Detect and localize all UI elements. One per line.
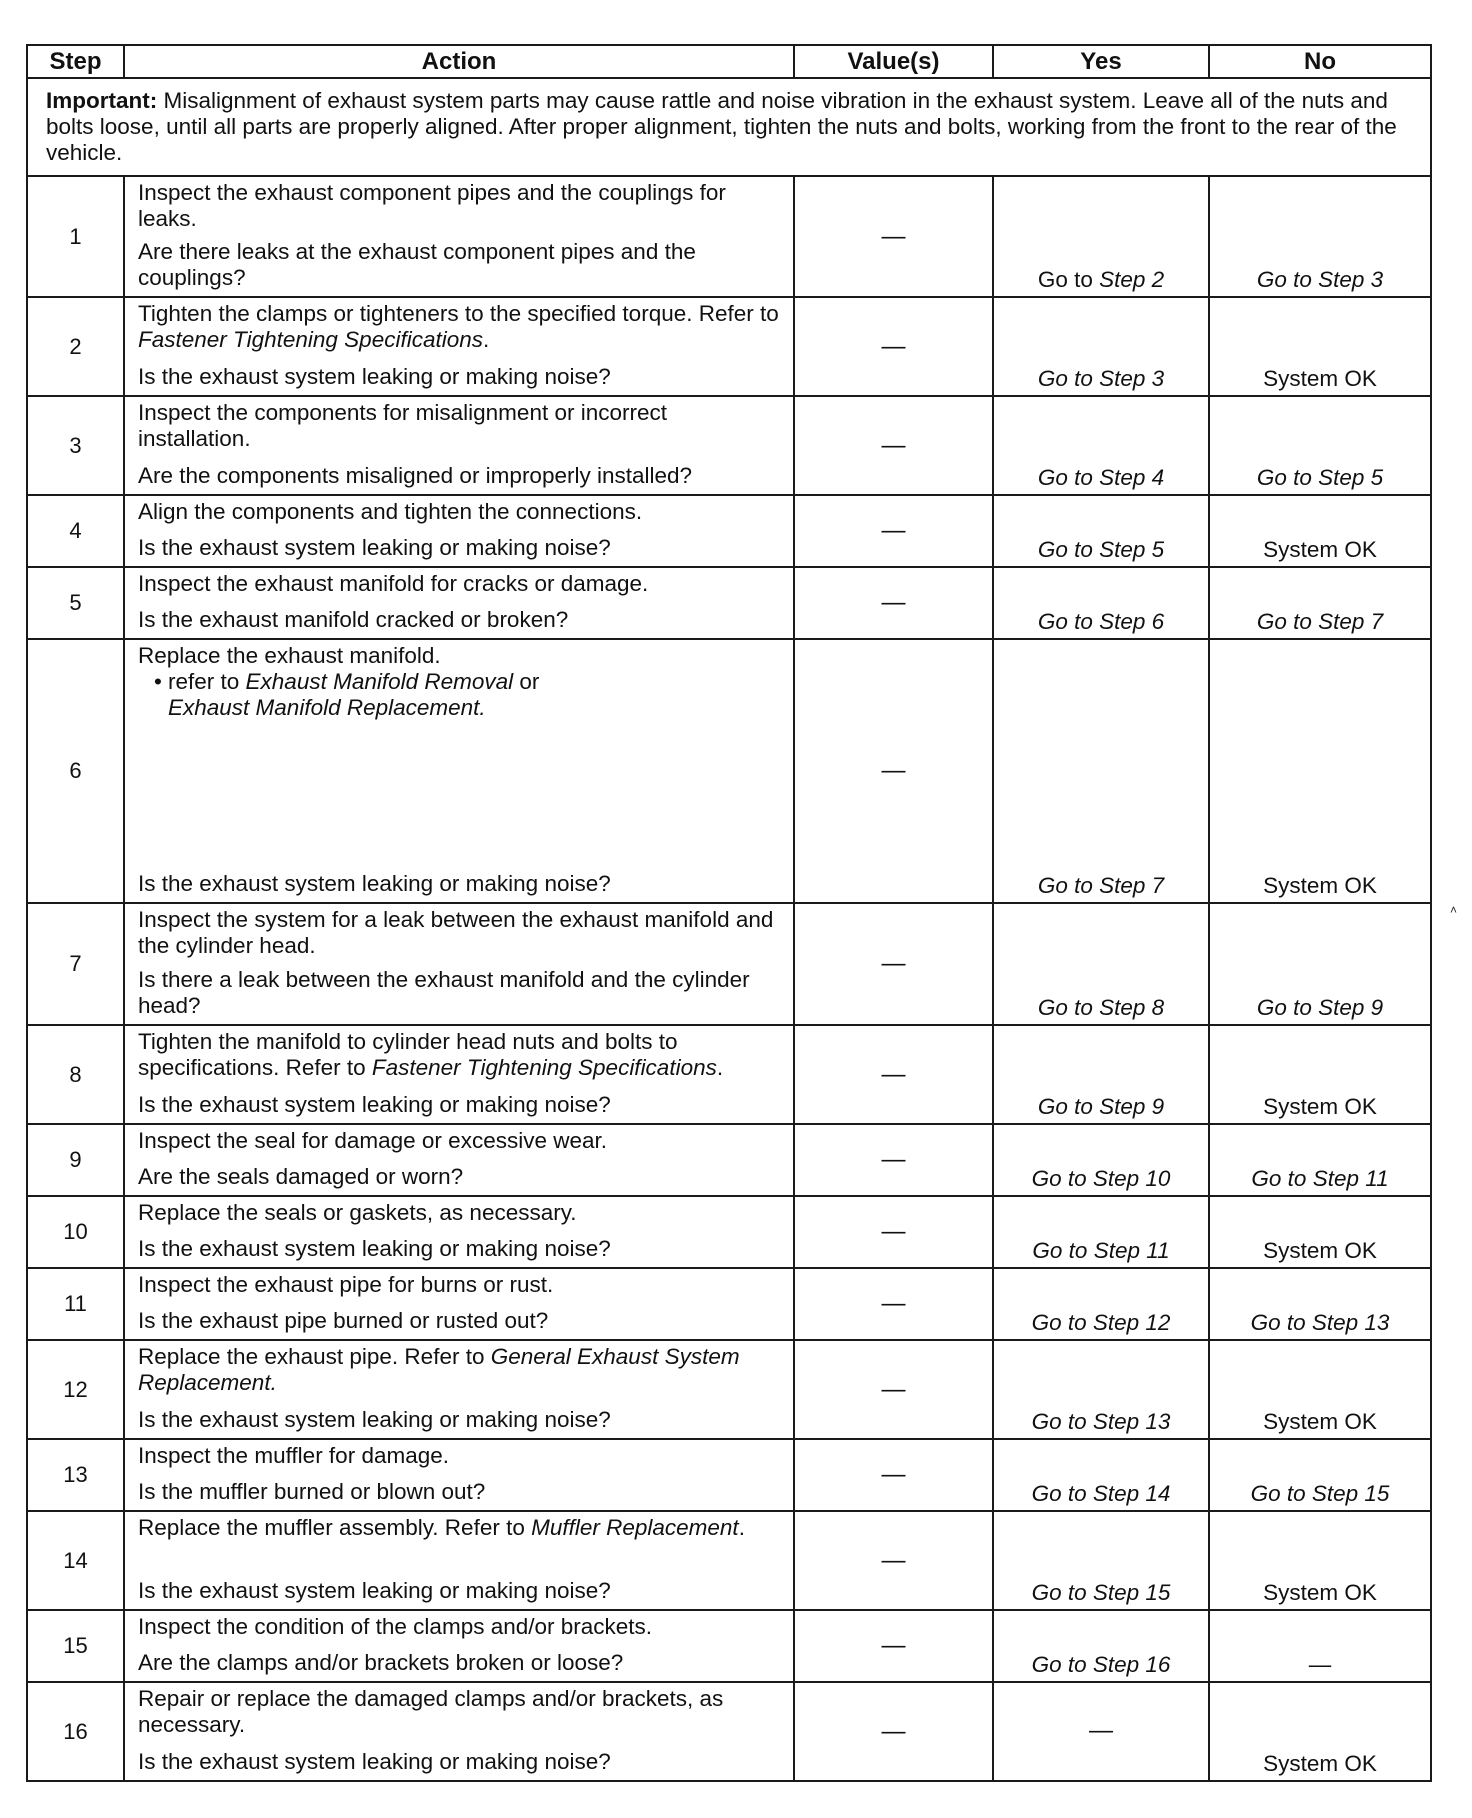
- step-number: 6: [27, 639, 124, 903]
- value-cell: —: [794, 567, 993, 639]
- yes-cell: [993, 1196, 1209, 1268]
- yes-goto: Go to Step 10: [1031, 1166, 1171, 1191]
- action-cell: [124, 1025, 794, 1124]
- no-cell: [1209, 495, 1431, 567]
- action-instruction: [138, 1128, 785, 1154]
- diagnostic-page: [26, 44, 1430, 1782]
- no-cell: [1209, 1439, 1431, 1511]
- action-instruction: [138, 1200, 785, 1226]
- action-question: Is the muffler burned or blown out?: [138, 1479, 486, 1504]
- action-reference: Fastener Tightening Specifications: [138, 327, 483, 352]
- action-text: Replace the exhaust pipe. Refer to: [138, 1344, 491, 1369]
- action-instruction: [138, 400, 785, 452]
- step-number: 12: [27, 1340, 124, 1439]
- yes-goto: Go to Step 7: [1037, 873, 1165, 898]
- yes-goto: Go to Step 14: [1031, 1481, 1171, 1506]
- yes-cell: [993, 1268, 1209, 1340]
- step-number: 1: [27, 176, 124, 297]
- no-goto: Go to Step 7: [1256, 609, 1384, 634]
- value-cell: —: [794, 176, 993, 297]
- value-cell: —: [794, 1268, 993, 1340]
- action-question: Are the clamps and/or brackets broken or loose?: [138, 1650, 624, 1675]
- action-reference: General Exhaust System Replacement.: [138, 1344, 740, 1395]
- no-text: System OK: [1263, 1094, 1377, 1119]
- table-row: [27, 567, 1431, 639]
- action-cell: [124, 1196, 794, 1268]
- no-text: System OK: [1263, 537, 1377, 562]
- value-cell: —: [794, 297, 993, 396]
- action-text: Replace the muffler assembly. Refer to: [138, 1515, 532, 1540]
- no-text: System OK: [1263, 366, 1377, 391]
- action-cell: [124, 1511, 794, 1610]
- action-instruction: [138, 907, 785, 959]
- no-text: System OK: [1263, 1751, 1377, 1776]
- no-goto: Go to Step 11: [1251, 1166, 1389, 1191]
- action-text: Inspect the system for a leak between the exhaust manifold and the cylinder head.: [138, 907, 774, 958]
- action-cell: [124, 567, 794, 639]
- no-text: System OK: [1263, 1409, 1377, 1434]
- action-text: Align the components and tighten the connections.: [138, 499, 643, 524]
- action-text-end: .: [483, 327, 490, 352]
- no-cell: [1209, 1196, 1431, 1268]
- table-row: [27, 1439, 1431, 1511]
- yes-cell: [993, 1610, 1209, 1682]
- value-cell: —: [794, 903, 993, 1025]
- no-cell: [1209, 1682, 1431, 1781]
- action-question: Is the exhaust pipe burned or rusted out?: [138, 1308, 549, 1333]
- yes-cell: [993, 1439, 1209, 1511]
- action-text: Tighten the clamps or tighteners to the specified torque. Refer to: [138, 301, 779, 326]
- action-question: Is the exhaust system leaking or making noise?: [138, 1092, 611, 1117]
- action-text: Inspect the exhaust manifold for cracks or damage.: [138, 571, 649, 596]
- value-cell: —: [794, 1124, 993, 1196]
- value-cell: —: [794, 1682, 993, 1781]
- step-number: 16: [27, 1682, 124, 1781]
- action-text: Inspect the seal for damage or excessive wear.: [138, 1128, 607, 1153]
- action-question: Is the exhaust system leaking or making noise?: [138, 364, 611, 389]
- action-cell: [124, 1340, 794, 1439]
- header-step: Step: [27, 45, 124, 78]
- action-instruction: [138, 643, 785, 669]
- yes-goto: Go to Step 4: [1037, 465, 1165, 490]
- value-cell: —: [794, 1196, 993, 1268]
- no-cell: [1209, 639, 1431, 903]
- yes-text: —: [1089, 1716, 1113, 1744]
- value-cell: —: [794, 1511, 993, 1610]
- no-cell: [1209, 1268, 1431, 1340]
- action-instruction: [138, 499, 785, 525]
- action-text: Inspect the exhaust component pipes and the couplings for leaks.: [138, 180, 726, 231]
- no-goto: Go to Step 15: [1250, 1481, 1390, 1506]
- bullet-text: refer to: [168, 669, 246, 694]
- value-cell: —: [794, 396, 993, 495]
- action-cell: [124, 639, 794, 903]
- action-instruction: [138, 1029, 785, 1081]
- yes-cell: [993, 639, 1209, 903]
- yes-cell: [993, 297, 1209, 396]
- step-number: 10: [27, 1196, 124, 1268]
- header-yes: Yes: [993, 45, 1209, 78]
- yes-goto: Step 2: [1099, 267, 1165, 292]
- table-row: [27, 1511, 1431, 1610]
- table-row: [27, 1340, 1431, 1439]
- action-cell: [124, 1610, 794, 1682]
- action-text: Replace the exhaust manifold.: [138, 643, 441, 668]
- action-question: Is there a leak between the exhaust manifold and the cylinder head?: [138, 967, 750, 1018]
- yes-goto: Go to Step 13: [1031, 1409, 1171, 1434]
- action-instruction: [138, 571, 785, 597]
- action-question: Are the components misaligned or improperly installed?: [138, 463, 693, 488]
- step-number: 7: [27, 903, 124, 1025]
- no-cell: [1209, 903, 1431, 1025]
- yes-cell: [993, 396, 1209, 495]
- yes-text: Go to: [1037, 267, 1100, 292]
- action-instruction: [138, 180, 785, 232]
- action-cell: [124, 1268, 794, 1340]
- action-text-end: .: [716, 1055, 724, 1080]
- action-question: Is the exhaust system leaking or making noise?: [138, 1749, 611, 1774]
- step-number: 13: [27, 1439, 124, 1511]
- value-cell: —: [794, 1340, 993, 1439]
- no-cell: [1209, 1340, 1431, 1439]
- table-row: [27, 1268, 1431, 1340]
- no-goto: Go to Step 3: [1256, 267, 1384, 292]
- action-cell: [124, 1682, 794, 1781]
- action-cell: [124, 176, 794, 297]
- important-note: [27, 78, 1431, 176]
- table-row: [27, 495, 1431, 567]
- value-cell: —: [794, 1610, 993, 1682]
- no-goto: Go to Step 13: [1250, 1310, 1390, 1335]
- action-question: Is the exhaust manifold cracked or broken?: [138, 607, 569, 632]
- value-cell: —: [794, 1439, 993, 1511]
- action-cell: [124, 1439, 794, 1511]
- yes-cell: [993, 1682, 1209, 1781]
- bullet-reference: Exhaust Manifold Replacement.: [168, 695, 486, 720]
- action-question: Is the exhaust system leaking or making noise?: [138, 871, 611, 896]
- table-row: [27, 396, 1431, 495]
- important-row: [27, 78, 1431, 176]
- yes-goto: Go to Step 5: [1037, 537, 1165, 562]
- yes-goto: Go to Step 8: [1037, 995, 1165, 1020]
- yes-goto: Go to Step 12: [1031, 1310, 1171, 1335]
- action-text: Replace the seals or gaskets, as necessary.: [138, 1200, 577, 1225]
- action-cell: [124, 495, 794, 567]
- table-row: [27, 1124, 1431, 1196]
- action-text: Repair or replace the damaged clamps and/or brackets, as necessary.: [138, 1686, 724, 1737]
- yes-cell: [993, 1025, 1209, 1124]
- table-row: [27, 1610, 1431, 1682]
- action-question: Is the exhaust system leaking or making noise?: [138, 1578, 611, 1603]
- important-text: Misalignment of exhaust system parts may cause rattle and noise vibration in the exhaust system. Leave all of the nuts and bolts loose, until all parts are properly aligned. After proper alignment, tighten the nuts and bolts, working from the front to the rear of the vehicle.: [46, 88, 1397, 165]
- yes-goto: Go to Step 3: [1037, 366, 1165, 391]
- action-instruction: [138, 1344, 785, 1396]
- yes-goto: Go to Step 15: [1031, 1580, 1171, 1605]
- bullet-icon: •: [154, 669, 162, 694]
- action-reference: Fastener Tightening Specifications: [371, 1055, 717, 1080]
- action-instruction: [138, 1614, 785, 1640]
- yes-cell: [993, 1511, 1209, 1610]
- action-text: Tighten the manifold to cylinder head nuts and bolts to specifications. Refer to: [138, 1029, 678, 1080]
- bullet-text: or: [513, 669, 540, 694]
- yes-goto: Go to Step 9: [1037, 1094, 1165, 1119]
- yes-cell: [993, 495, 1209, 567]
- no-cell: [1209, 1025, 1431, 1124]
- table-row: [27, 297, 1431, 396]
- bullet-item: [138, 669, 785, 721]
- value-cell: —: [794, 1025, 993, 1124]
- no-text: System OK: [1263, 1580, 1377, 1605]
- no-text: System OK: [1263, 1238, 1377, 1263]
- action-instruction: [138, 1515, 785, 1541]
- yes-goto: Go to Step 11: [1032, 1238, 1170, 1263]
- no-cell: [1209, 567, 1431, 639]
- header-values: Value(s): [794, 45, 993, 78]
- table-row: [27, 639, 1431, 903]
- action-cell: [124, 396, 794, 495]
- step-number: 11: [27, 1268, 124, 1340]
- no-cell: [1209, 1511, 1431, 1610]
- action-cell: [124, 903, 794, 1025]
- header-action: Action: [124, 45, 794, 78]
- header-no: No: [1209, 45, 1431, 78]
- step-number: 4: [27, 495, 124, 567]
- step-number: 8: [27, 1025, 124, 1124]
- table-row: [27, 1682, 1431, 1781]
- diagnostic-table: [26, 44, 1432, 1782]
- no-goto: Go to Step 5: [1256, 465, 1384, 490]
- action-text: Inspect the muffler for damage.: [138, 1443, 450, 1468]
- action-question: Are there leaks at the exhaust component pipes and the couplings?: [138, 239, 696, 290]
- yes-goto: Go to Step 6: [1037, 609, 1165, 634]
- important-label: Important:: [46, 88, 158, 113]
- table-row: [27, 1196, 1431, 1268]
- step-number: 15: [27, 1610, 124, 1682]
- table-row: [27, 903, 1431, 1025]
- step-number: 2: [27, 297, 124, 396]
- no-cell: [1209, 297, 1431, 396]
- action-instruction: [138, 1686, 785, 1738]
- stray-mark: ˄: [1450, 903, 1458, 917]
- table-row: [27, 176, 1431, 297]
- action-text: Inspect the condition of the clamps and/or brackets.: [138, 1614, 653, 1639]
- no-cell: [1209, 1124, 1431, 1196]
- no-cell: [1209, 176, 1431, 297]
- table-row: [27, 1025, 1431, 1124]
- step-number: 14: [27, 1511, 124, 1610]
- no-text: —: [1308, 1652, 1332, 1677]
- action-reference: Muffler Replacement: [531, 1515, 739, 1540]
- action-question: Are the seals damaged or worn?: [138, 1164, 464, 1189]
- action-text: Inspect the components for misalignment or incorrect installation.: [138, 400, 667, 451]
- yes-goto: Go to Step 16: [1031, 1652, 1171, 1677]
- no-text: System OK: [1263, 873, 1377, 898]
- yes-cell: [993, 567, 1209, 639]
- action-question: Is the exhaust system leaking or making noise?: [138, 1407, 611, 1432]
- action-text: Inspect the exhaust pipe for burns or rust.: [138, 1272, 554, 1297]
- step-number: 9: [27, 1124, 124, 1196]
- value-cell: —: [794, 639, 993, 903]
- yes-cell: [993, 903, 1209, 1025]
- action-question: Is the exhaust system leaking or making noise?: [138, 535, 611, 560]
- action-instruction: [138, 1443, 785, 1469]
- action-cell: [124, 297, 794, 396]
- action-instruction: [138, 301, 785, 353]
- action-cell: [124, 1124, 794, 1196]
- action-text-end: .: [738, 1515, 745, 1540]
- yes-cell: [993, 1124, 1209, 1196]
- yes-cell: [993, 176, 1209, 297]
- no-goto: Go to Step 9: [1256, 995, 1384, 1020]
- value-cell: —: [794, 495, 993, 567]
- step-number: 5: [27, 567, 124, 639]
- bullet-reference: Exhaust Manifold Removal: [245, 669, 514, 694]
- action-instruction: [138, 1272, 785, 1298]
- no-cell: [1209, 1610, 1431, 1682]
- header-row: [27, 45, 1431, 78]
- yes-cell: [993, 1340, 1209, 1439]
- step-number: 3: [27, 396, 124, 495]
- no-cell: [1209, 396, 1431, 495]
- action-question: Is the exhaust system leaking or making noise?: [138, 1236, 611, 1261]
